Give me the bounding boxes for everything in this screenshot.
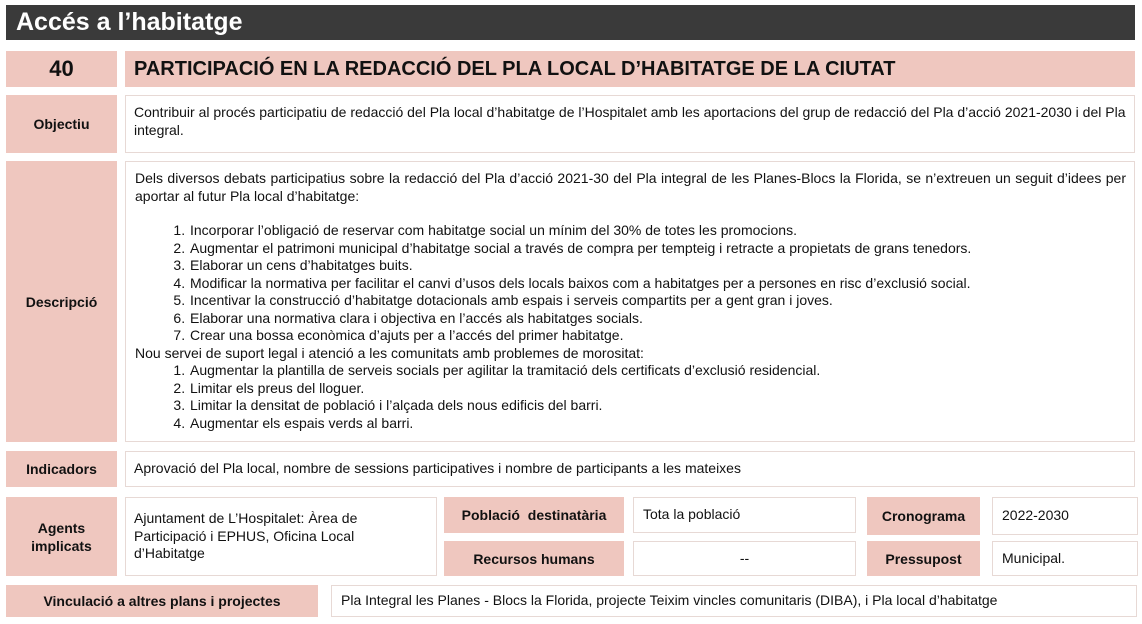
- vinculacio-text-cell: [331, 585, 1137, 617]
- list-item: 2. Augmentar el patrimoni municipal d’habitatge social a través de compra per tempteig i retracte a propietats de grans tenedors.: [189, 240, 1126, 258]
- objectiu-label-cell: [6, 95, 117, 153]
- objectiu-text-cell: [125, 95, 1135, 153]
- recursos-text: --: [739, 549, 750, 566]
- list-item: 7. Crear una bossa econòmica d’ajuts per a l’accés del primer habitatge.: [189, 327, 1126, 345]
- descripcio-list-1: [135, 222, 1126, 345]
- list-item: 5. Incentivar la construcció d’habitatge dotacionals amb espais i serveis compartits per a gent gran i joves.: [189, 292, 1126, 310]
- action-title-cell: [125, 51, 1135, 87]
- list-item: 3. Limitar la densitat de població i l’alçada dels nous edificis del barri.: [189, 397, 1126, 415]
- list-item: 3. Elaborar un cens d’habitatges buits.: [189, 257, 1126, 275]
- pressupost-text: Municipal.: [1002, 549, 1066, 566]
- pressupost-label-cell: [867, 541, 980, 576]
- list-item: 2. Limitar els preus del lloguer.: [189, 380, 1126, 398]
- poblacio-label-cell: [444, 497, 624, 533]
- cronograma-text-cell: [992, 497, 1138, 535]
- descripcio-label-cell: [6, 161, 117, 442]
- descripcio-list-2: [135, 362, 1126, 432]
- recursos-label: Recursos humans: [473, 550, 595, 567]
- poblacio-label: Població destinatària: [461, 507, 607, 523]
- objectiu-label: Objectiu: [33, 116, 90, 132]
- agents-text: Ajuntament de L’Hospitalet: Àrea de Participació i EPHUS, Oficina Local d’Habitatge: [134, 510, 358, 561]
- section-title: Accés a l’habitatge: [16, 8, 243, 36]
- cronograma-label-cell: [867, 497, 980, 535]
- vinculacio-text: Pla Integral les Planes - Blocs la Florida, projecte Teixim vincles comunitaris (DIBA), i Pla local d’habitatge: [341, 592, 998, 609]
- descripcio-intro: Dels diversos debats participatius sobre la redacció del Pla d’acció 2021-30 del Pla integral de les Planes-Blocs la Florida, se n’extreuen un seguit d’idees per aportar al futur Pla local d’habitatge:: [135, 170, 1126, 204]
- list-item: 1. Incorporar l’obligació de reservar com habitatge social un mínim del 30% de totes les promocions.: [189, 222, 1126, 240]
- list-item: 4. Modificar la normativa per facilitar el canvi d’usos dels locals baixos com a habitatges per a persones en risc d’exclusió social.: [189, 275, 1126, 293]
- pressupost-label: Pressupost: [885, 550, 962, 567]
- list-item: 1. Augmentar la plantilla de serveis socials per agilitar la tramitació dels certificats d’exclusió residencial.: [189, 362, 1126, 380]
- pressupost-text-cell: [992, 541, 1138, 576]
- indicadors-label: Indicadors: [26, 461, 97, 477]
- cronograma-text: 2022-2030: [1002, 507, 1069, 524]
- indicadors-text: Aprovació del Pla local, nombre de sessions participatives i nombre de participants a les mateixes: [134, 460, 741, 477]
- recursos-text-cell: [633, 541, 856, 576]
- indicadors-text-cell: [125, 451, 1135, 487]
- list-item: 6. Elaborar una normativa clara i objectiva en l’accés als habitatges socials.: [189, 310, 1126, 328]
- poblacio-text: Tota la població: [643, 506, 741, 523]
- recursos-label-cell: [444, 541, 624, 576]
- objectiu-text: Contribuir al procés participatiu de redacció del Pla local d’habitatge de l’Hospitalet amb les aportacions del grup de redacció del Pla d’acció 2021-2030 i del Pla integral.: [134, 104, 1126, 138]
- action-number-cell: [6, 51, 117, 87]
- descripcio-label: Descripció: [25, 293, 98, 310]
- action-number: 40: [49, 56, 74, 81]
- agents-text-cell: [125, 497, 437, 576]
- vinculacio-label: Vinculació a altres plans i projectes: [43, 593, 281, 609]
- indicadors-label-cell: [6, 451, 117, 487]
- descripcio-subheading: Nou servei de suport legal i atenció a les comunitats amb problemes de morositat:: [135, 344, 644, 361]
- vinculacio-label-cell: [6, 585, 318, 617]
- agents-label: Agents implicats: [31, 519, 92, 554]
- poblacio-text-cell: [633, 497, 856, 533]
- list-item: 4. Augmentar els espais verds al barri.: [189, 415, 1126, 433]
- section-header: [6, 5, 1135, 40]
- cronograma-label: Cronograma: [881, 508, 966, 524]
- action-title: PARTICIPACIÓ EN LA REDACCIÓ DEL PLA LOCAL D’HABITATGE DE LA CIUTAT: [134, 57, 896, 80]
- descripcio-text-cell: [125, 161, 1135, 442]
- agents-label-cell: [6, 497, 117, 576]
